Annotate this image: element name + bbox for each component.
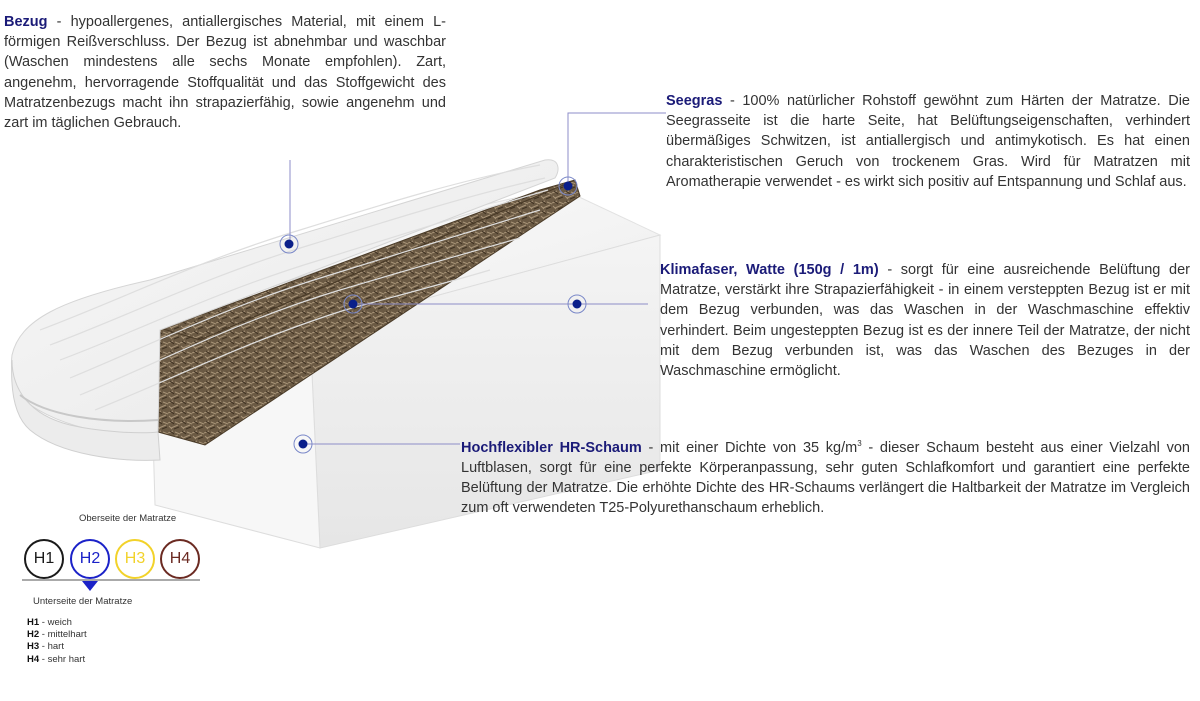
legend-item: H2 - mittelhart <box>27 629 87 641</box>
klima-text: - sorgt für eine ausreichende Belüftung der Matratze, verstärkt ihre Strapazierfähigkeit - in einem versteppten Bezug ist er mit dem Bezug verbunden, was das Waschen in der Waschmaschine effektiv verhindert. Beim ungesteppten Bezug ist es der innere Teil der Matratze, der nicht mit dem Bezug verbunden ist, was das Waschen des Bezuges in der Waschmaschine ermöglicht. <box>660 262 1190 380</box>
bezug-title: Bezug <box>4 14 48 30</box>
schaum-text-1: - mit einer Dichte von 35 kg/m <box>641 439 858 456</box>
schaum-description <box>461 434 1190 519</box>
h3-label: H3 <box>124 550 146 567</box>
schaum-sup: 3 <box>857 439 862 448</box>
seegras-title: Seegras <box>666 93 723 109</box>
seegras-text: - 100% natürlicher Rohstoff gewöhnt zum Härten der Matratze. Die Seegrasseite ist die harte Seite, hat Belüftungseigenschaften, verhindert übermäßiges Schwitzen, ist antiallergisch und antimykotisch. Es hat einen charakteristischen Geruch von trockenem Gras. Wird für Matratzen mit Aromatherapie verwendet - es wirkt sich positiv auf Entspannung und Schlaf aus. <box>666 93 1190 190</box>
legend-item: H4 - sehr hart <box>27 653 86 665</box>
top-side-label: Oberseite der Matratze <box>79 513 177 524</box>
legend-item: H1 - weich <box>27 617 72 628</box>
schaum-text-2: - dieser Schaum besteht aus einer Vielzahl von Luftblasen, sorgt für eine perfekte Körperanpassung, sehr guten Schlafkomfort und garantiert eine perfekte Belüftung der Matratze. Die erhöhte Dichte des HR-Schaums verlängert die Haltbarkeit der Matratze im Vergleich zum oft verwendeten T25-Polyurethanschaum erheblich. <box>461 439 1190 517</box>
klima-title: Klimafaser, Watte (150g / 1m) <box>660 262 879 278</box>
schaum-title: Hochflexibler HR-Schaum <box>461 439 642 456</box>
h4-label: H4 <box>169 550 191 567</box>
arrow-bottom-icon <box>82 581 98 591</box>
bezug-description <box>4 12 446 133</box>
bezug-text: - hypoallergenes, antiallergisches Material, mit einem L-förmigen Reißverschluss. Der Bezug ist abnehmbar und waschbar (Waschen mindestens alle sechs Monate empfohlen). Zart, angenehm, hervorragende Stoffqualität und das Stoffgewicht des Matratzenbezugs macht ihn strapazierfähig, sowie angenehm und zart im täglichen Gebrauch. <box>4 14 446 132</box>
h1-label: H1 <box>33 550 55 567</box>
klima-description <box>660 260 1190 381</box>
h2-label: H2 <box>79 550 101 567</box>
legend-item: H3 - hart <box>27 641 64 653</box>
seegras-description <box>666 91 1190 192</box>
bottom-side-label: Unterseite der Matratze <box>33 596 133 607</box>
hardness-legend <box>27 617 87 666</box>
